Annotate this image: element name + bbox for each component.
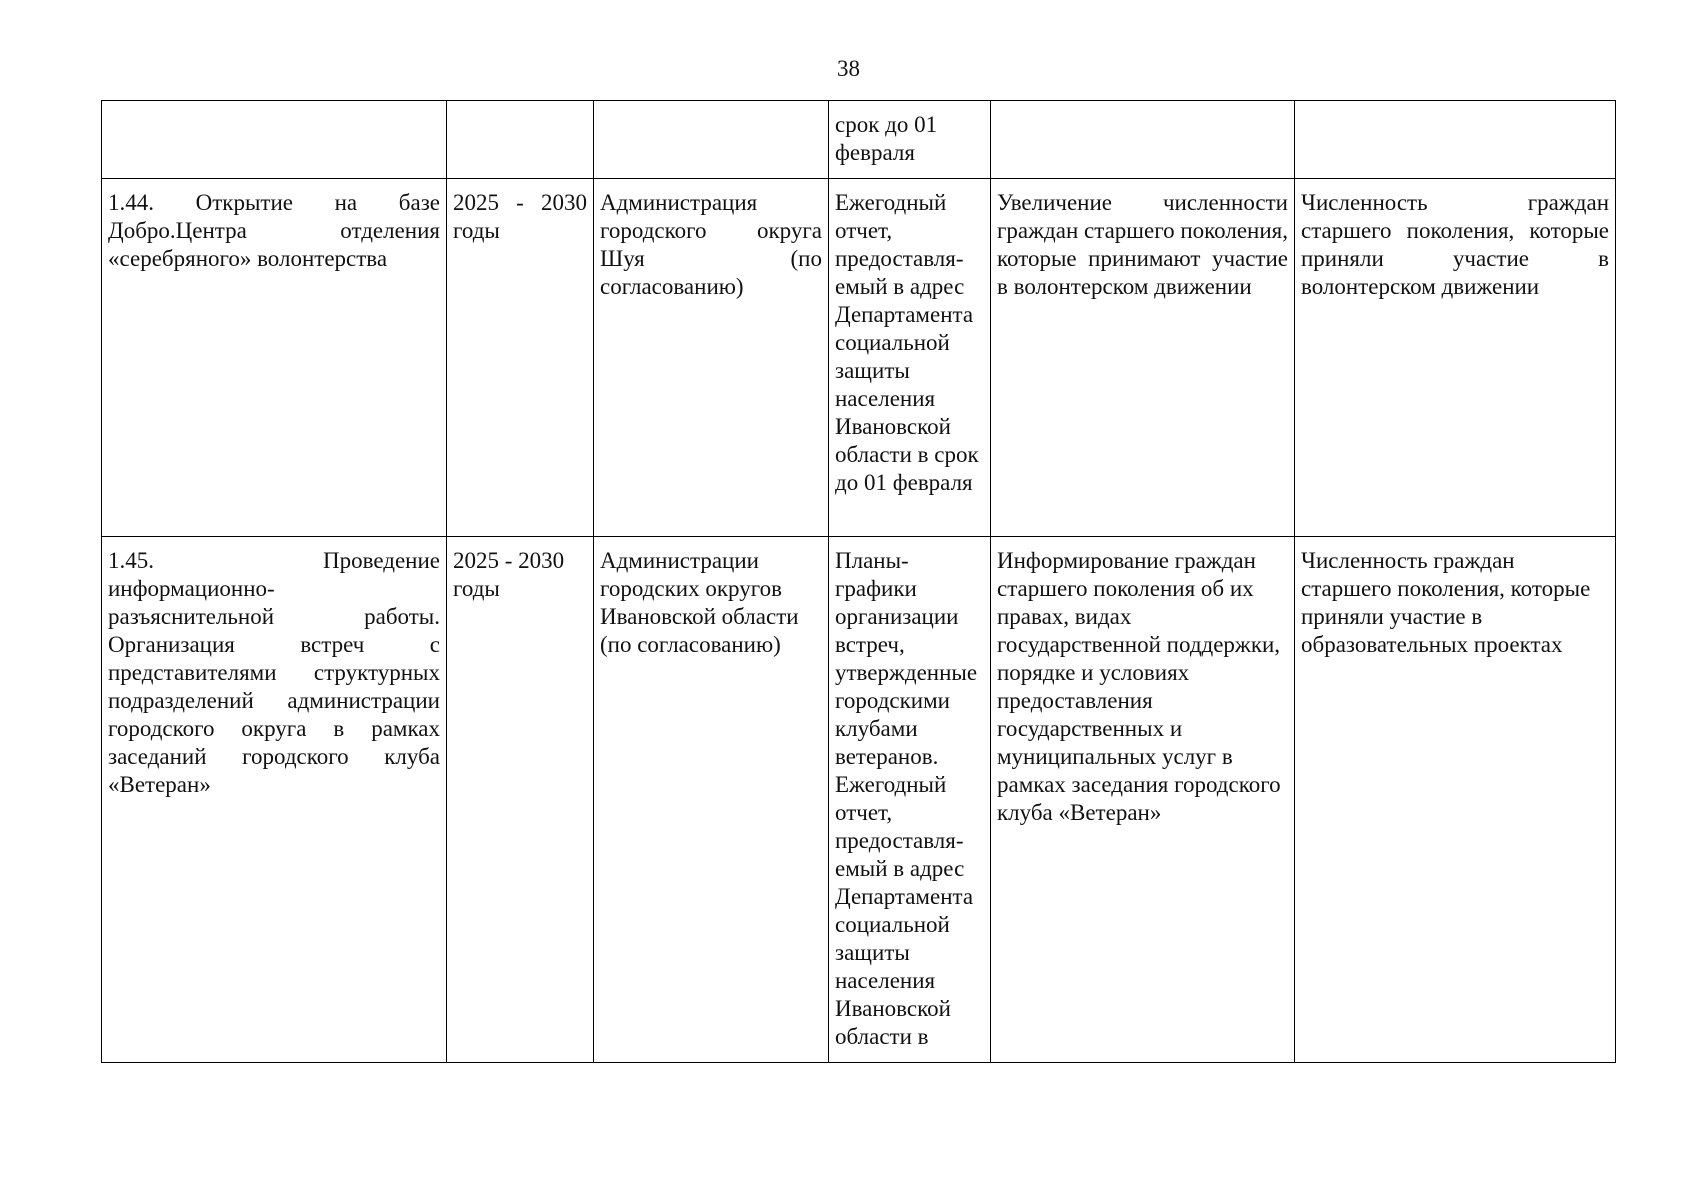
reporting-cell: Ежегодный отчет, предоставля-емый в адрес Департамента социальной защиты населения Ивановской области в срок до 01 февраля [829,179,991,537]
executor-cell [594,101,829,179]
table-row [102,101,1616,179]
measure-cell [102,101,447,179]
executor-cell: Администрация городского округа Шуя (по согласованию) [594,179,829,537]
reporting-cell: Планы-графики организации встреч, утвержденные городскими клубами ветеранов. Ежегодный отчет, предоставля-емый в адрес Департамента социальной защиты населения Ивановской области в [829,537,991,1063]
expected-result-cell: Увеличение численности граждан старшего поколения, которые принимают участие в волонтерском движении [991,179,1295,537]
period-cell: 2025 - 2030 годы [447,537,594,1063]
indicator-cell: Численность граждан старшего поколения, которые приняли участие в волонтерском движении [1295,179,1616,537]
indicator-cell [1295,101,1616,179]
table-row [102,537,1616,1063]
measure-cell: 1.44. Открытие на базе Добро.Центра отделения «серебряного» волонтерства [102,179,447,537]
table-row [102,179,1616,537]
measures-table [101,100,1616,1063]
measure-cell: 1.45. Проведение информационно-разъяснительной работы. Организация встреч с представителями структурных подразделений администрации городского округа в рамках заседаний городского клуба «Ветеран» [102,537,447,1063]
expected-result-cell [991,101,1295,179]
period-cell [447,101,594,179]
period-cell: 2025 - 2030 годы [447,179,594,537]
page-number: 38 [837,56,860,81]
reporting-cell: срок до 01 февраля [829,101,991,179]
expected-result-cell: Информирование граждан старшего поколения об их правах, видах государственной поддержки, порядке и условиях предоставления государственных и муниципальных услуг в рамках заседания городского клуба «Ветеран» [991,537,1295,1063]
executor-cell: Администрации городских округов Ивановской области (по согласованию) [594,537,829,1063]
indicator-cell: Численность граждан старшего поколения, которые приняли участие в образовательных проектах [1295,537,1616,1063]
